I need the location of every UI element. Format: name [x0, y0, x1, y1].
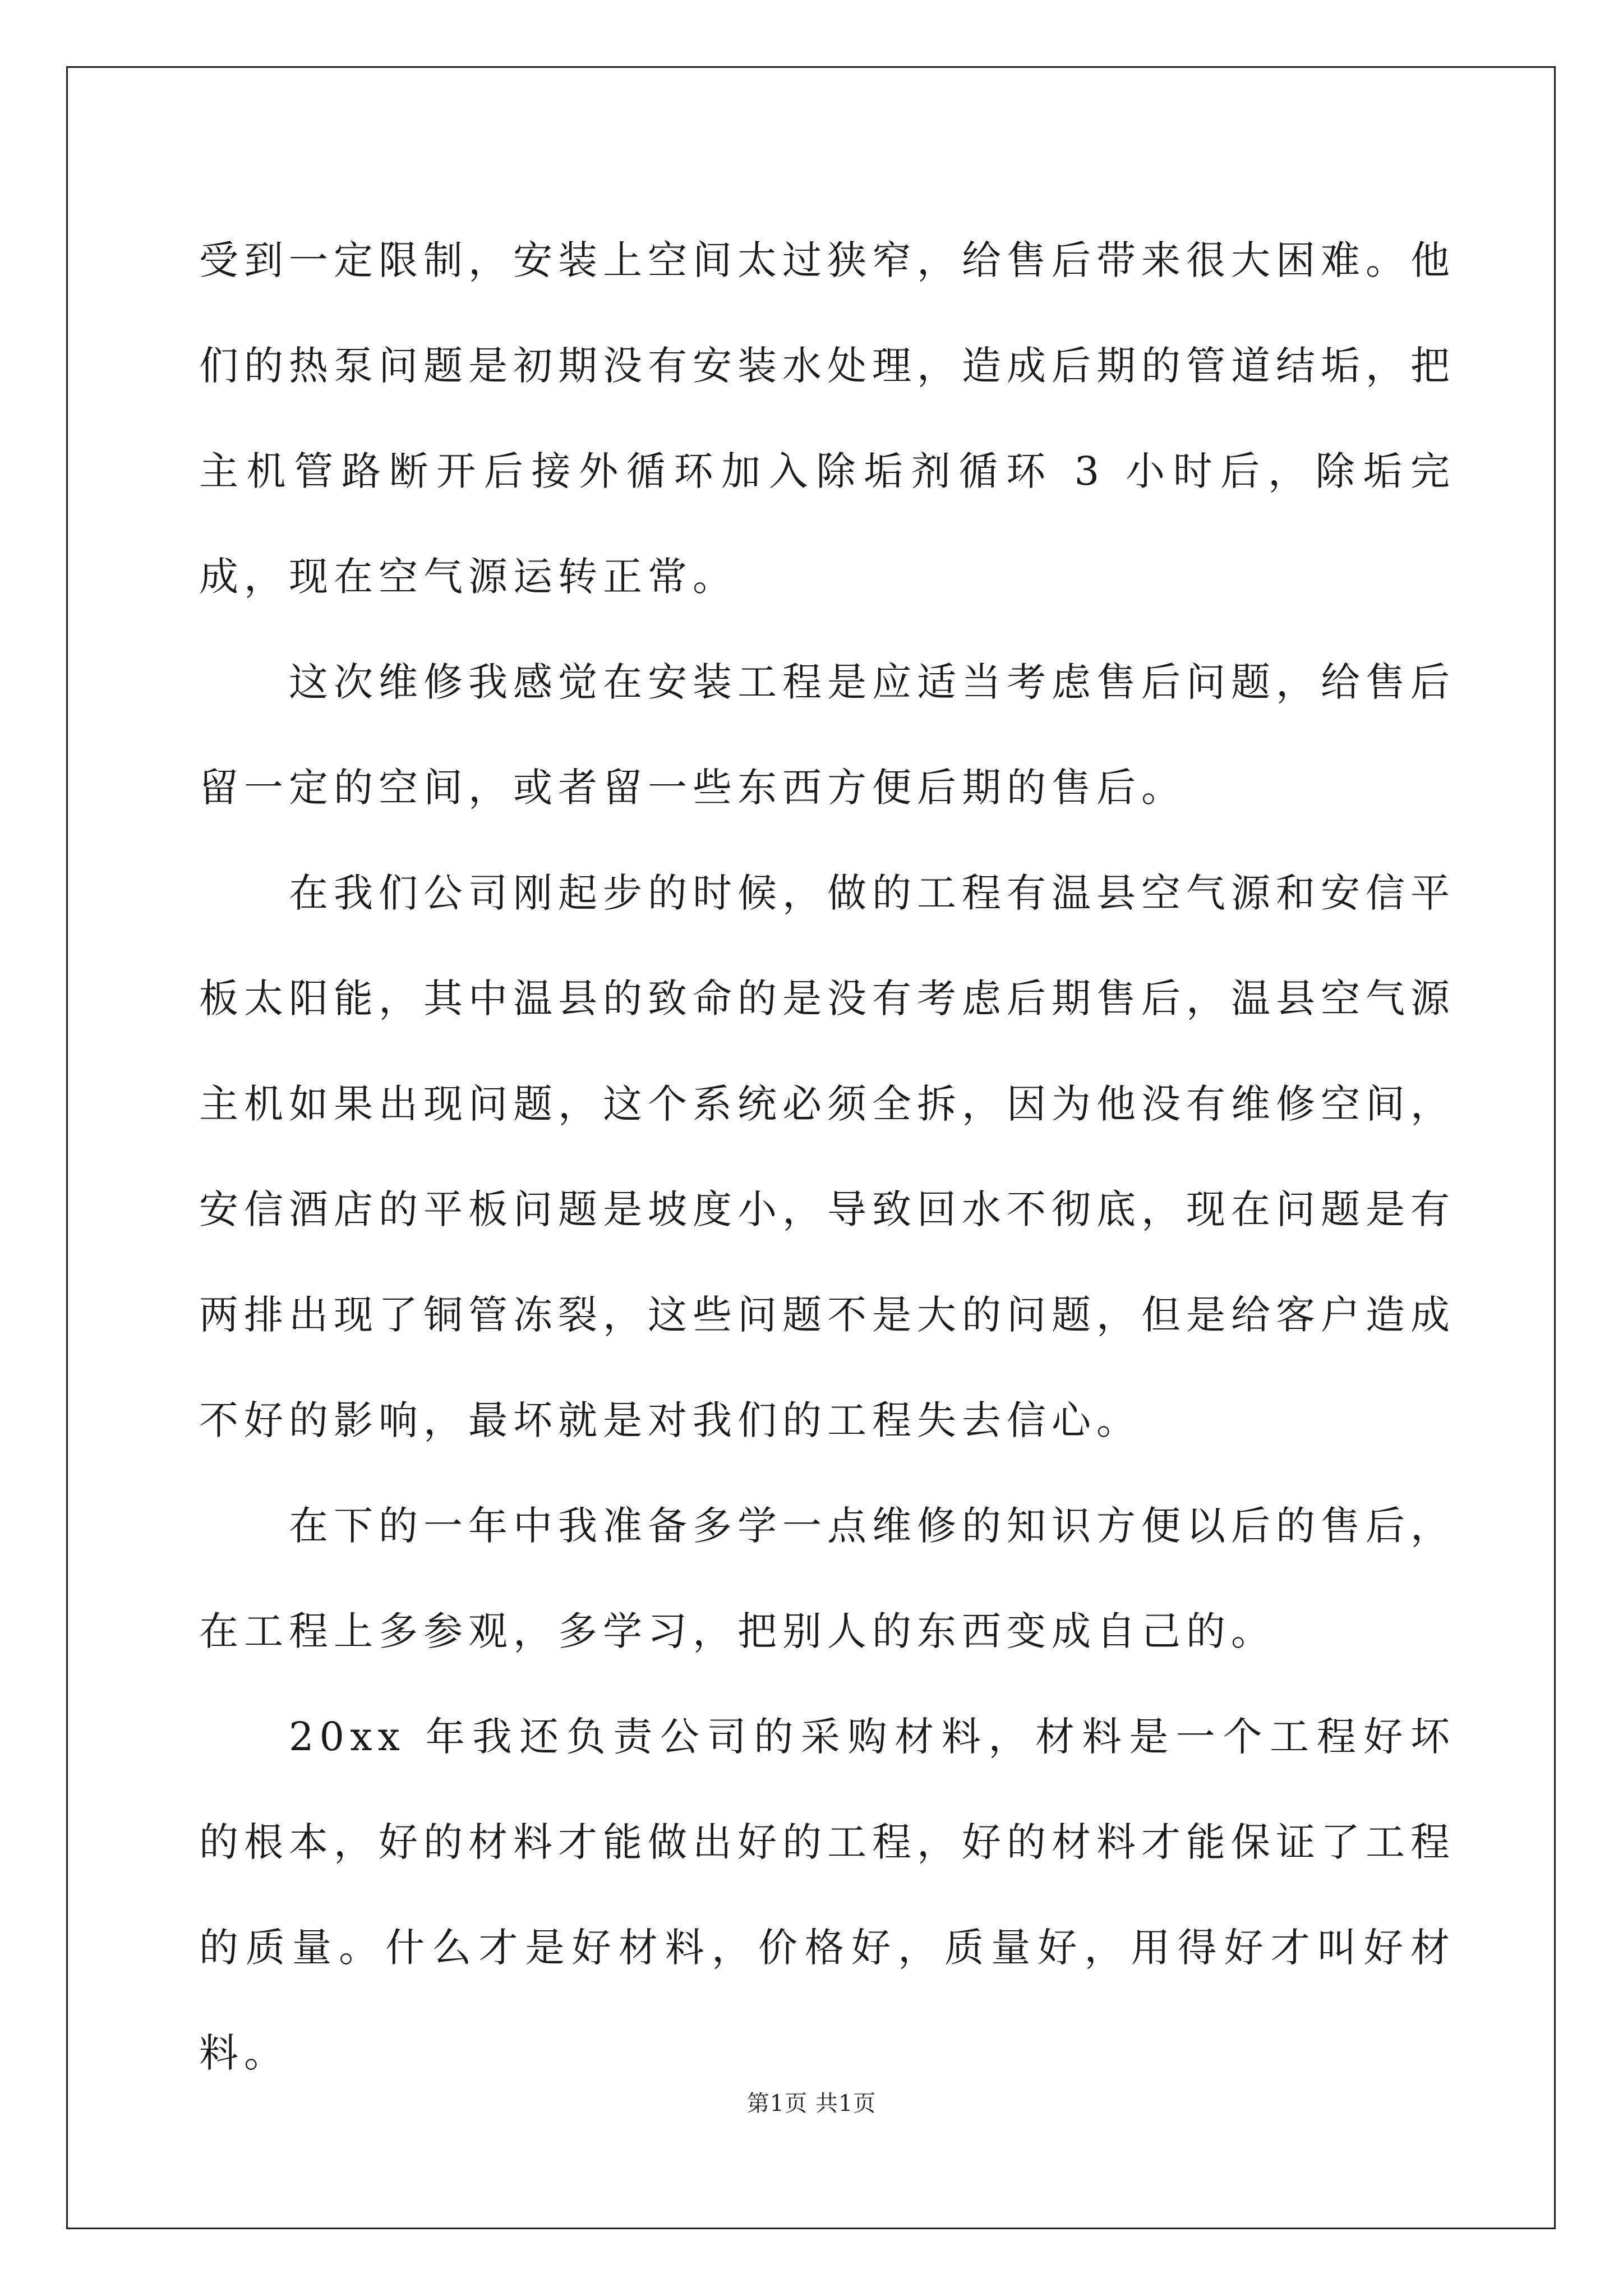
page-number-footer: 第1页 共1页	[746, 2091, 877, 2116]
paragraph-2: 这次维修我感觉在安装工程是应适当考虑售后问题，给售后留一定的空间，或者留一些东西方便后期的售后。	[199, 659, 1455, 811]
paragraph-4: 在下的一年中我准备多学一点维修的知识方便以后的售后，在工程上多参观，多学习，把别人的东西变成自己的。	[199, 1503, 1455, 1654]
document-body	[199, 208, 1455, 2106]
paragraph-3: 在我们公司刚起步的时候，做的工程有温县空气源和安信平板太阳能，其中温县的致命的是没有考虑后期售后，温县空气源主机如果出现问题，这个系统必须全拆，因为他没有维修空间，安信酒店的平板问题是坡度小，导致回水不彻底，现在问题是有两排出现了铜管冻裂，这些问题不是大的问题，但是给客户造成不好的影响，最坏就是对我们的工程失去信心。	[199, 870, 1455, 1443]
paragraph-5: 20xx 年我还负责公司的采购材料，材料是一个工程好坏的根本，好的材料才能做出好的工程，好的材料才能保证了工程的质量。什么才是好材料，价格好，质量好，用得好才叫好材料。	[199, 1714, 1455, 2076]
paragraph-1: 受到一定限制，安装上空间太过狭窄，给售后带来很大困难。他们的热泵问题是初期没有安装水处理，造成后期的管道结垢，把主机管路断开后接外循环加入除垢剂循环 3 小时后，除垢完成，现在空气源运转正常。	[199, 237, 1455, 600]
